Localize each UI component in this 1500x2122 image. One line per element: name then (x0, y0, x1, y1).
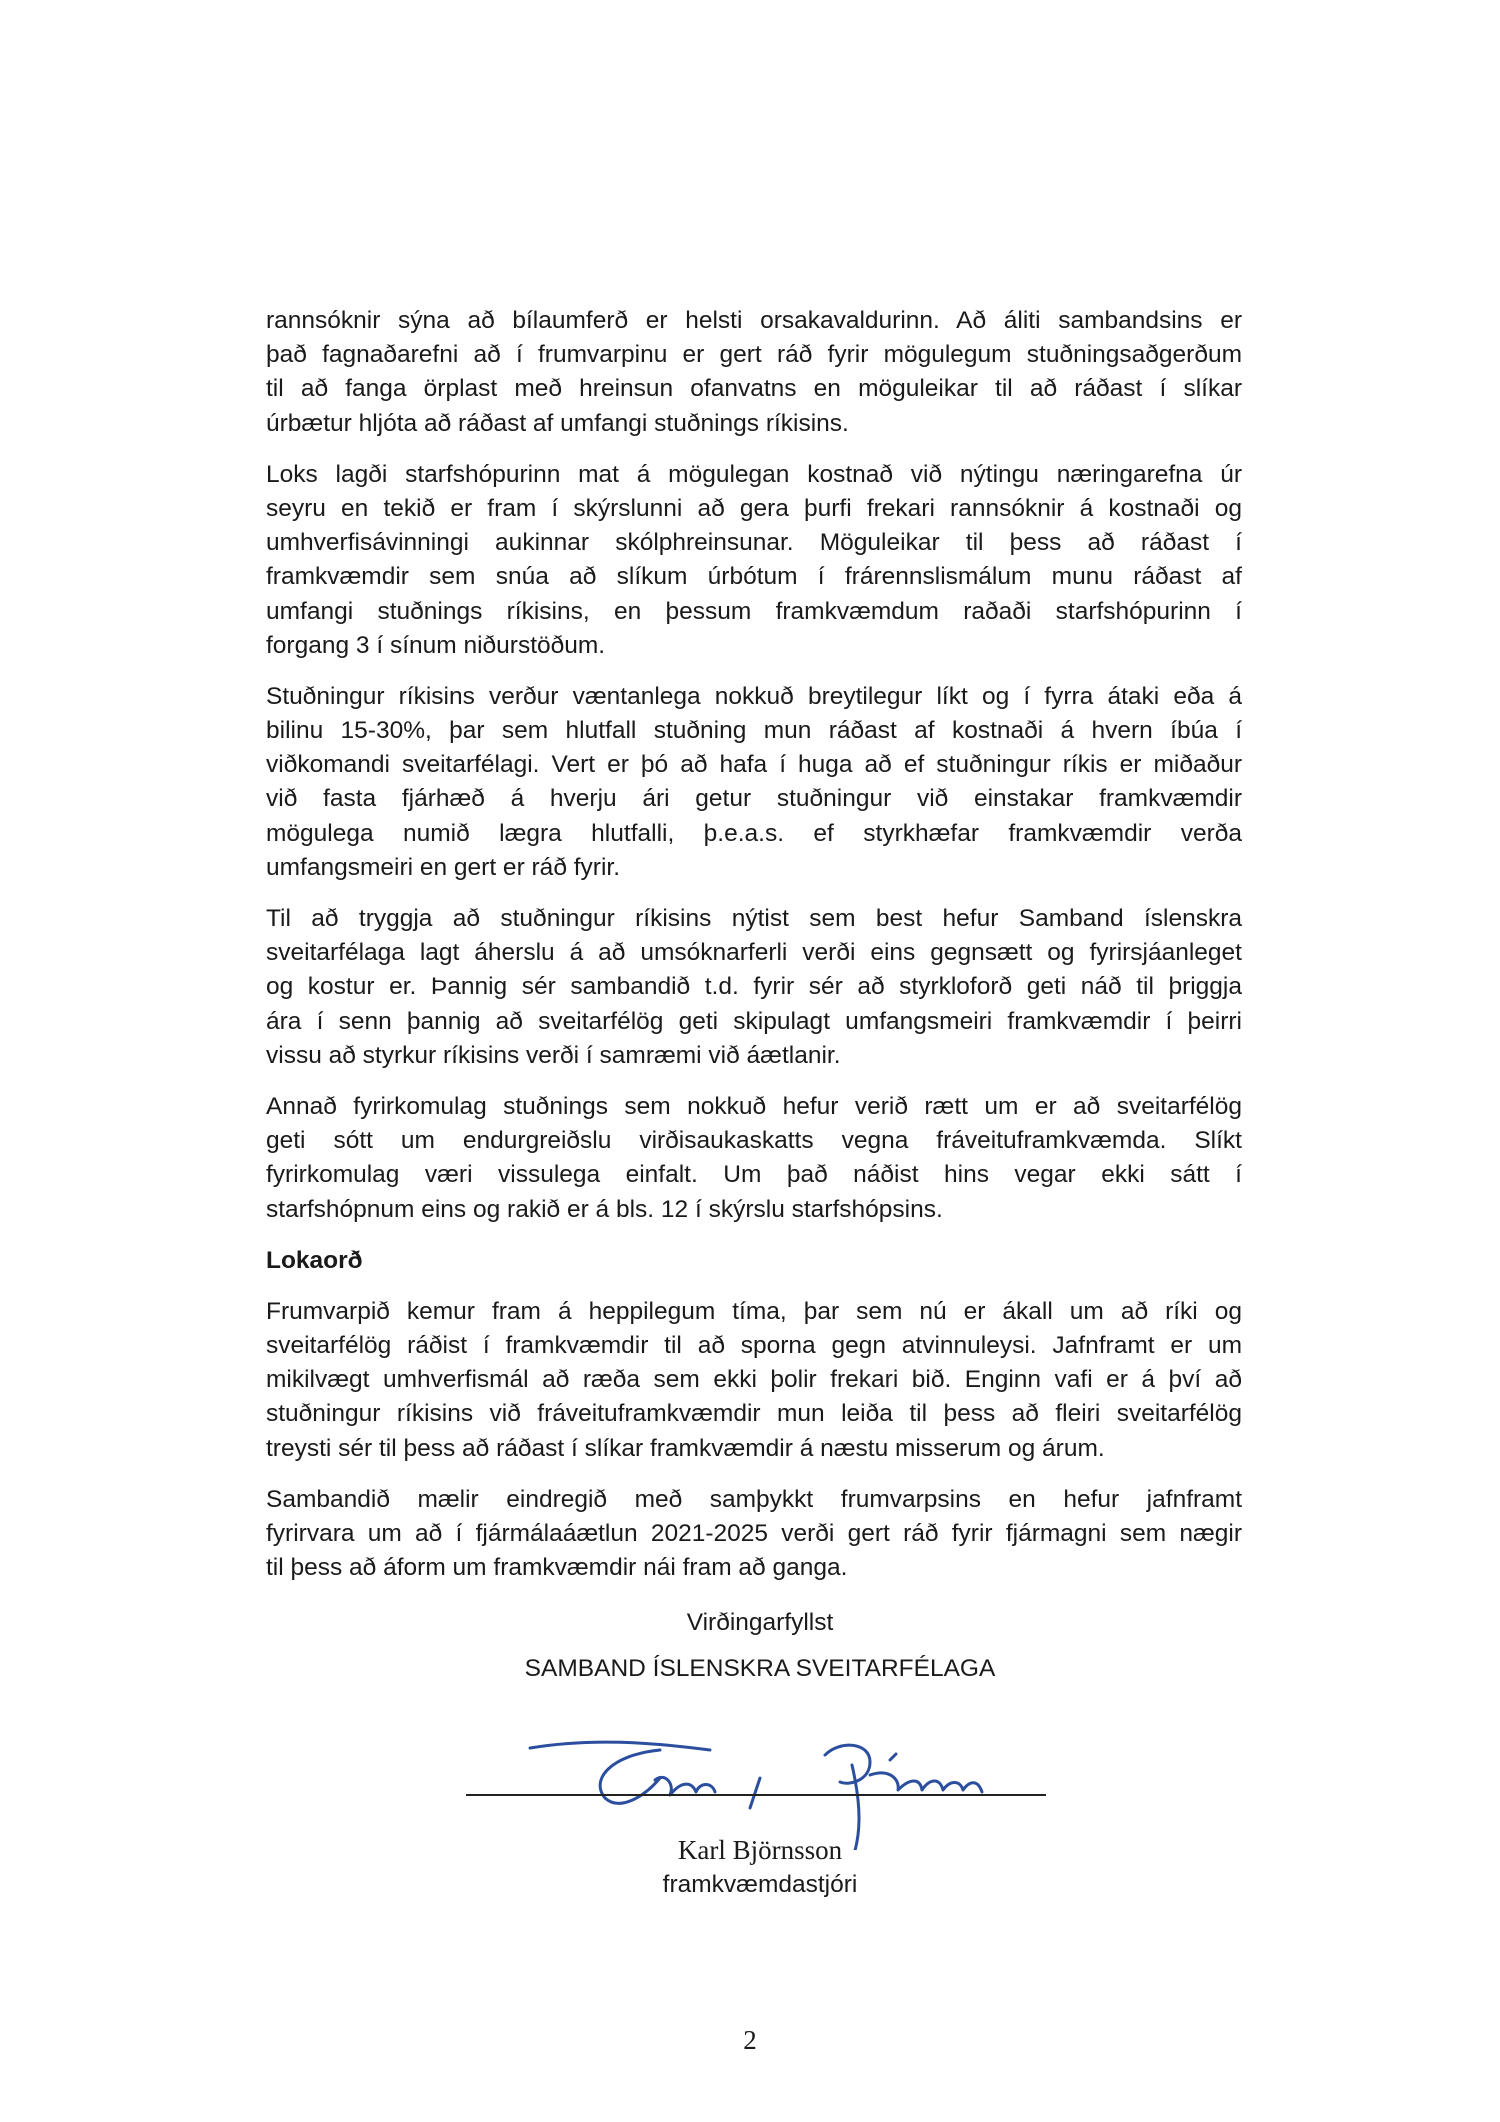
text-line: seyru en tekið er fram í skýrslunni að gera þurfi frekari rannsóknir á kostnaði og (266, 494, 1242, 522)
text-line: vissu að styrkur ríkisins verði í samræmi við áætlanir. (266, 1041, 841, 1069)
text-line: Annað fyrirkomulag stuðnings sem nokkuð hefur verið rætt um er að sveitarfélög (266, 1092, 1242, 1120)
section-heading: Lokaorð (266, 1246, 363, 1274)
text-line: umhverfisávinningi aukinnar skólphreinsunar. Möguleikar til þess að ráðast í (266, 529, 1242, 557)
paragraph-3 (266, 680, 1242, 885)
text-line: umfangsmeiri en gert er ráð fyrir. (266, 853, 621, 881)
text-line: sveitarfélög ráðist í framkvæmdir til að sporna gegn atvinnuleysi. Jafnframt er um (266, 1332, 1242, 1360)
signature-line (466, 1794, 1046, 1796)
text-line: treysti sér til þess að ráðast í slíkar framkvæmdir á næstu misserum og árum. (266, 1434, 1105, 1462)
text-line: viðkomandi sveitarfélagi. Vert er þó að hafa í huga að ef stuðningur ríkis er miðaður (266, 751, 1242, 779)
text-line: Loks lagði starfshópurinn mat á mögulegan kostnað við nýtingu næringarefna úr (266, 460, 1242, 488)
document-body (266, 304, 1242, 1602)
paragraph-5 (266, 1090, 1242, 1227)
text-line: og kostur er. Þannig sér sambandið t.d. fyrir sér að styrkloforð geti náð til þriggja (266, 973, 1242, 1001)
text-line: Frumvarpið kemur fram á heppilegum tíma, þar sem nú er ákall um að ríki og (266, 1297, 1242, 1325)
handwritten-signature (460, 1700, 1060, 1850)
signer-name: Karl Björnsson (677, 1835, 843, 1865)
text-line: úrbætur hljóta að ráðast af umfangi stuðnings ríkisins. (266, 409, 849, 437)
text-line: framkvæmdir sem snúa að slíkum úrbótum í frárennslismálum munu ráðast af (266, 563, 1242, 591)
text-line: mögulega numið lægra hlutfalli, þ.e.a.s. ef styrkhæfar framkvæmdir verða (266, 819, 1242, 847)
text-line: fyrirkomulag væri vissulega einfalt. Um það náðist hins vegar ekki sátt í (266, 1161, 1242, 1189)
organization-name: SAMBAND ÍSLENSKRA SVEITARFÉLAGA (524, 1655, 996, 1682)
text-line: Sambandið mælir eindregið með samþykkt frumvarpsins en hefur jafnframt (266, 1485, 1242, 1513)
signer-title: framkvæmdastjóri (662, 1871, 858, 1898)
text-line: til að fanga örplast með hreinsun ofanvatns en möguleikar til að ráðast í slíkar (266, 375, 1242, 403)
text-line: forgang 3 í sínum niðurstöðum. (266, 631, 606, 659)
text-line: umfangi stuðnings ríkisins, en þessum framkvæmdum raðaði starfshópurinn í (266, 597, 1242, 625)
text-line: mikilvægt umhverfismál að ræða sem ekki þolir frekari bið. Enginn vafi er á því að (266, 1366, 1242, 1394)
paragraph-4 (266, 902, 1242, 1073)
text-line: Stuðningur ríkisins verður væntanlega nokkuð breytilegur líkt og í fyrra átaki eða á (266, 682, 1242, 710)
text-line: starfshópnum eins og rakið er á bls. 12 í skýrslu starfshópsins. (266, 1195, 943, 1223)
text-line: til þess að áform um framkvæmdir nái fram að ganga. (266, 1554, 848, 1582)
text-line: stuðningur ríkisins við fráveituframkvæmdir mun leiða til þess að fleiri sveitarfélög (266, 1400, 1242, 1428)
text-line: geti sótt um endurgreiðslu virðisaukaskatts vegna fráveituframkvæmda. Slíkt (266, 1127, 1242, 1155)
page-number: 2 (743, 2025, 757, 2055)
text-line: sveitarfélaga lagt áherslu á að umsóknarferli verði eins gegnsætt og fyrirsjáanleget (266, 939, 1242, 967)
text-line: rannsóknir sýna að bílaumferð er helsti orsakavaldurinn. Að áliti sambandsins er (266, 307, 1242, 334)
text-line: það fagnaðarefni að í frumvarpinu er gert ráð fyrir mögulegum stuðningsaðgerðum (266, 341, 1242, 369)
paragraph-7 (266, 1483, 1242, 1586)
paragraph-6 (266, 1295, 1242, 1466)
paragraph-2 (266, 458, 1242, 663)
text-line: við fasta fjárhæð á hverju ári getur stuðningur við einstakar framkvæmdir (266, 785, 1242, 813)
text-line: Til að tryggja að stuðningur ríkisins nýtist sem best hefur Samband íslenskra (266, 905, 1242, 932)
salutation: Virðingarfyllst (686, 1609, 834, 1636)
paragraph-1 (266, 304, 1242, 441)
text-line: bilinu 15-30%, þar sem hlutfall stuðning mun ráðast af kostnaði á hvern íbúa í (266, 717, 1242, 745)
text-line: fyrirvara um að í fjármálaáætlun 2021-2025 verði gert ráð fyrir fjármagni sem nægir (266, 1520, 1242, 1548)
signature-block (460, 1700, 1060, 1850)
text-line: ára í senn þannig að sveitarfélög geti skipulagt umfangsmeiri framkvæmdir í þeirri (266, 1007, 1242, 1035)
